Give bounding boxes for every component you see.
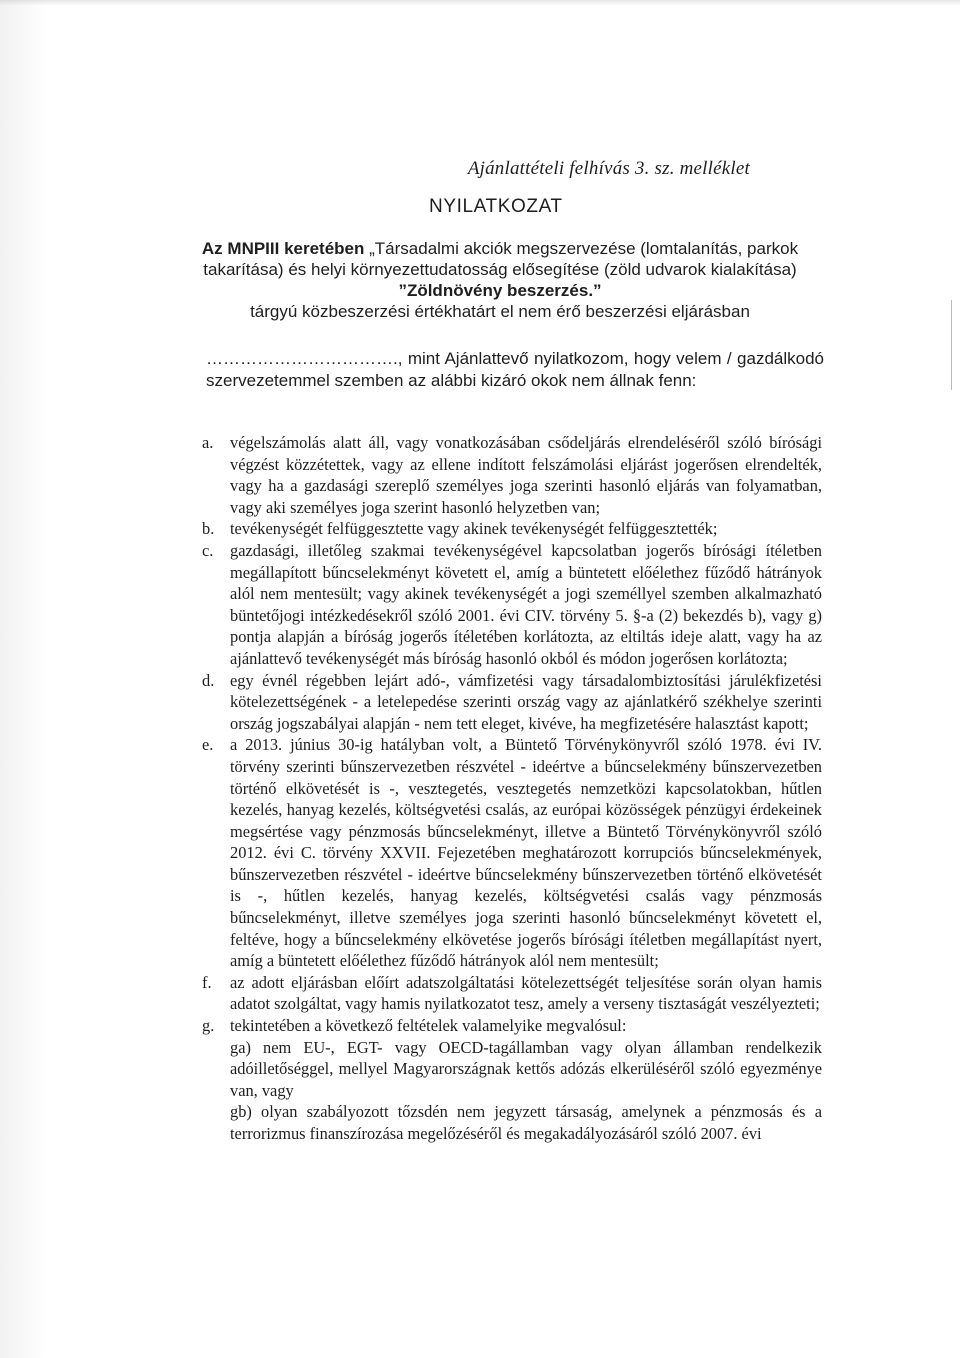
item-text: a 2013. június 30-ig hatályban volt, a Büntető Törvénykönyvről szóló 1978. évi IV. törvény szerinti bűnszervezetben részvétel - ideértve a bűncselekmény bűnszervezetben történő elkövetését is -, vesztegetés, vesztegetés nemzetközi kapcsolatokban, hűtlen kezelés, hanyag kezelés, költségvetési csalás, az európai közösségek pénzügyi érdekeinek megsértése vagy pénzmosás bűncselekményt, illetve a Büntető Törvénykönyvről szóló 2012. évi C. törvény XXVII. Fejezetében meghatározott korrupciós bűncselekmények, bűnszervezetben részvétel - ideértve bűncselekmény bűnszervezetben történő elkövetését is -, hűtlen kezelés, hanyag kezelés, költségvetési csalás vagy pénzmosás bűncselekményt, illetve személyes joga szerinti hasonló bűncselekményt követett el, feltéve, hogy a bűncselekmény elkövetése jogerős bírósági ítéletben megállapítást nyert, amíg a büntetett előélethez fűződő hátrányok alól nem mentesült; xyxy=(230,735,822,971)
item-text: tekintetében a következő feltételek valamelyike megvalósul: xyxy=(230,1016,627,1036)
intro-line-2: takarítása) és helyi környezettudatosság elősegítése (zöld udvarok kialakítása) xyxy=(203,260,797,279)
scan-shadow-left xyxy=(0,0,46,1358)
item-text: tevékenységét felfüggesztette vagy akinek tevékenységét felfüggesztették; xyxy=(230,519,718,539)
intro-line-1-bold: Az MNPIII keretében xyxy=(201,239,365,258)
declaration-text: ……………………………., mint Ajánlattevő nyilatkozom, hogy velem / gazdálkodó szervezetemmel szemben az alábbi kizáró okok nem állnak fenn: xyxy=(206,349,824,390)
intro-line-1 xyxy=(200,238,800,259)
intro-line-3: ”Zöldnövény beszerzés.” xyxy=(398,281,602,300)
sub-item-ga: ga) nem EU-, EGT- vagy OECD-tagállamban vagy olyan államban rendelkezik adóilletőséggel, mellyel Magyarországnak kettős adózás elkerüléséről szóló egyezménye van, vagy xyxy=(230,1037,822,1100)
scan-shadow-top xyxy=(0,0,960,6)
list-item xyxy=(202,540,822,670)
intro-line-1-rest: „Társadalmi akciók megszervezése (lomtalanítás, parkok xyxy=(364,239,799,258)
intro-line-4: tárgyú közbeszerzési értékhatárt el nem érő beszerzési eljárásban xyxy=(250,302,750,321)
list-item xyxy=(202,734,822,972)
list-item xyxy=(202,432,822,518)
annex-label: Ajánlattételi felhívás 3. sz. melléklet xyxy=(467,158,750,179)
sub-item-gb: gb) olyan szabályozott tőzsdén nem jegyzett társaság, amelynek a pénzmosás és a terrorizmus finanszírozása megelőzéséről és megakadályozásáról szóló 2007. évi xyxy=(230,1102,822,1143)
item-marker: e. xyxy=(202,735,214,755)
item-marker: d. xyxy=(202,670,215,690)
exclusion-list xyxy=(202,432,822,1145)
scan-edge-mark xyxy=(951,300,952,390)
intro-block xyxy=(200,238,800,322)
item-marker: b. xyxy=(202,519,215,539)
item-marker: f. xyxy=(202,972,212,992)
item-text: egy évnél régebben lejárt adó-, vámfizetési vagy társadalombiztosítási járulékfizetési kötelezettségének - a letelepedése szerinti ország vagy az ajánlatkérő székhelye szerinti ország jogszabályai alapján - nem tett eleget, kivéve, ha megfizetésére halasztást kapott; xyxy=(230,670,822,733)
item-text: az adott eljárásban előírt adatszolgáltatási kötelezettségét teljesítése során olyan hamis adatot szolgáltat, vagy hamis nyilatkozatot tesz, amely a verseny tisztaságát veszélyezteti; xyxy=(230,972,822,1014)
item-text: végelszámolás alatt áll, vagy vonatkozásában csődeljárás elrendeléséről szóló bírósági végzést közzétettek, vagy az ellene indított felszámolási eljárást jogerősen elrendelték, vagy ha a gazdasági szereplő személyes joga szerinti hasonló eljárás van folyamatban, vagy aki személyes joga szerint hasonló helyzetben van; xyxy=(230,433,822,517)
item-text: gazdasági, illetőleg szakmai tevékenységével kapcsolatban jogerős bírósági ítéletben megállapított bűncselekményt követett el, amíg a büntetett előélethez fűződő hátrányok alól nem mentesült; vagy akinek tevékenységét a jogi személlyel szemben alkalmazható büntetőjogi intézkedésekről szóló 2001. évi CIV. törvény 5. §-a (2) bekezdés b), vagy g) pontja alapján a bíróság jogerős ítéletében korlátozta, az eltiltás ideje alatt, vagy ha az ajánlattevő tevékenységét más bíróság hasonló okból és módon jogerősen korlátozta; xyxy=(230,540,822,668)
list-item xyxy=(202,1015,822,1145)
item-marker: c. xyxy=(202,540,214,560)
item-marker: a. xyxy=(202,433,214,452)
item-text-group xyxy=(230,1015,822,1145)
document-title: NYILATKOZAT xyxy=(429,196,563,217)
list-item xyxy=(202,670,822,735)
item-marker: g. xyxy=(202,1016,215,1036)
list-item xyxy=(202,518,822,540)
list-item xyxy=(202,972,822,1015)
